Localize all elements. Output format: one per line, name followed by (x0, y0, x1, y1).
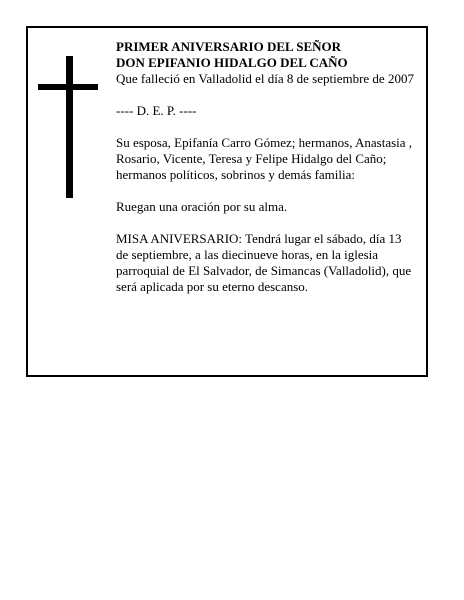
cross-horizontal-bar (38, 84, 98, 90)
cross-vertical-bar (66, 56, 73, 198)
death-info: Que falleció en Valladolid el día 8 de septiembre de 2007 (116, 71, 414, 86)
mass-announcement: MISA ANIVERSARIO: Tendrá lugar el sábado, día 13 de septiembre, a las diecinueve horas, en la iglesia parroquial de El Salvador, de Simancas (Valladolid), que será aplicada por su eterno descanso. (116, 231, 412, 294)
notice-title-line-2: DON EPIFANIO HIDALGO DEL CAÑO (116, 55, 348, 70)
family-list: Su esposa, Epifanía Carro Gómez; hermanos, Anastasia , Rosario, Vicente, Teresa y Felipe Hidalgo del Caño; hermanos políticos, sobrinos y demás familia: (116, 135, 413, 182)
notice-title-line-1: PRIMER ANIVERSARIO DEL SEÑOR (116, 39, 342, 54)
rip-line: ---- D. E. P. ---- (116, 103, 197, 118)
prayer-request: Ruegan una oración por su alma. (116, 199, 288, 214)
notice-text (116, 39, 416, 295)
obituary-notice (26, 26, 428, 377)
